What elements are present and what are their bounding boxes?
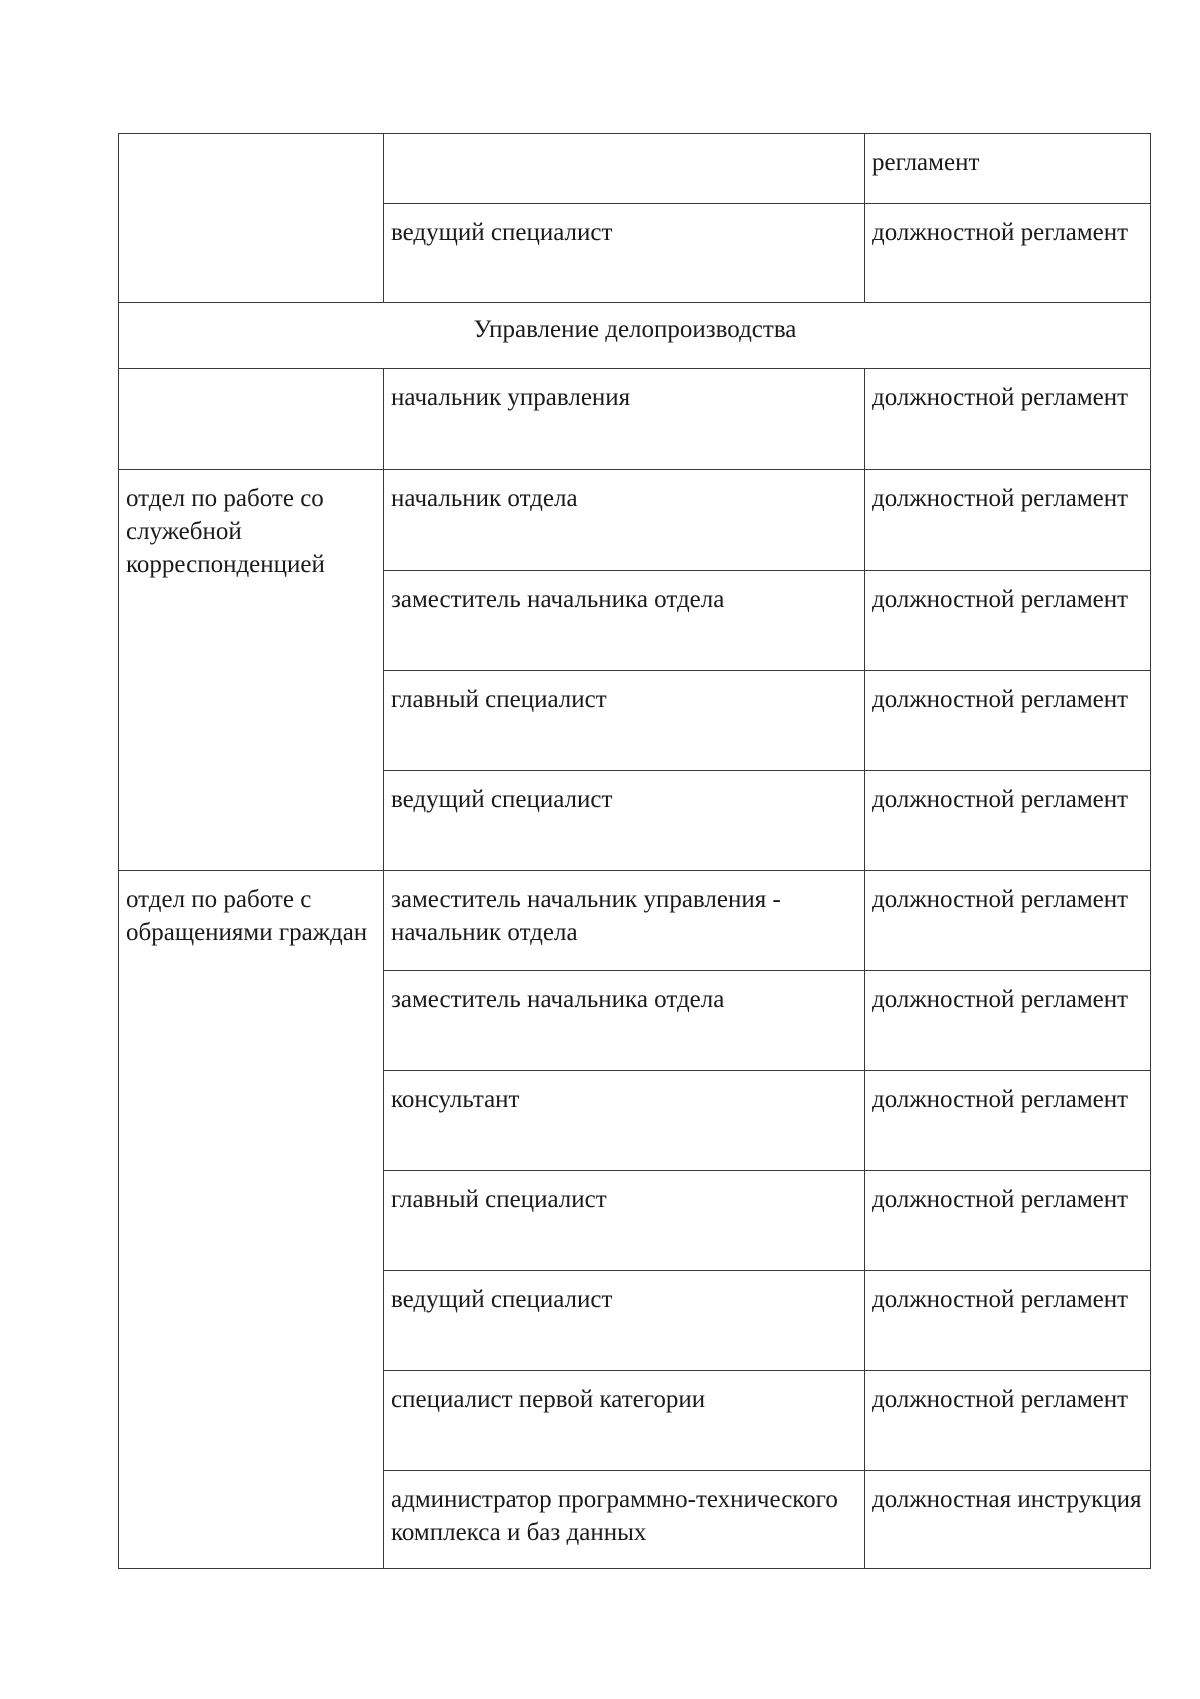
position-cell: специалист первой категории (384, 1371, 865, 1471)
table-row (119, 470, 1151, 571)
position-cell: администратор программно-технического комплекса и баз данных (384, 1471, 865, 1569)
doc-cell: должностной регламент (865, 1071, 1151, 1171)
table-row (119, 134, 1151, 204)
position-cell: начальник отдела (384, 470, 865, 571)
dept-cell: отдел по работе с обращениями граждан (119, 871, 384, 1569)
table-row (119, 369, 1151, 470)
doc-cell: должностной регламент (865, 571, 1151, 671)
position-cell: заместитель начальник управления - начальник отдела (384, 871, 865, 971)
doc-cell: регламент (865, 134, 1151, 204)
position-cell: главный специалист (384, 1171, 865, 1271)
doc-cell: должностная инструкция (865, 1471, 1151, 1569)
doc-cell: должностной регламент (865, 771, 1151, 871)
position-cell: заместитель начальника отдела (384, 571, 865, 671)
position-cell: ведущий специалист (384, 1271, 865, 1371)
table-row (119, 871, 1151, 971)
doc-cell: должностной регламент (865, 871, 1151, 971)
doc-cell: должностной регламент (865, 470, 1151, 571)
doc-cell: должностной регламент (865, 369, 1151, 470)
position-cell (384, 134, 865, 204)
position-cell: ведущий специалист (384, 771, 865, 871)
position-cell: ведущий специалист (384, 204, 865, 303)
section-title: Управление делопроизводства (119, 303, 1151, 369)
position-cell: начальник управления (384, 369, 865, 470)
positions-table (118, 133, 1151, 1569)
dept-cell (119, 134, 384, 303)
dept-cell (119, 369, 384, 470)
doc-cell: должностной регламент (865, 204, 1151, 303)
position-cell: консультант (384, 1071, 865, 1171)
doc-cell: должностной регламент (865, 1271, 1151, 1371)
doc-cell: должностной регламент (865, 971, 1151, 1071)
doc-cell: должностной регламент (865, 671, 1151, 771)
section-row (119, 303, 1151, 369)
position-cell: заместитель начальника отдела (384, 971, 865, 1071)
doc-cell: должностной регламент (865, 1171, 1151, 1271)
doc-cell: должностной регламент (865, 1371, 1151, 1471)
position-cell: главный специалист (384, 671, 865, 771)
dept-cell: отдел по работе со служебной корреспонденцией (119, 470, 384, 871)
